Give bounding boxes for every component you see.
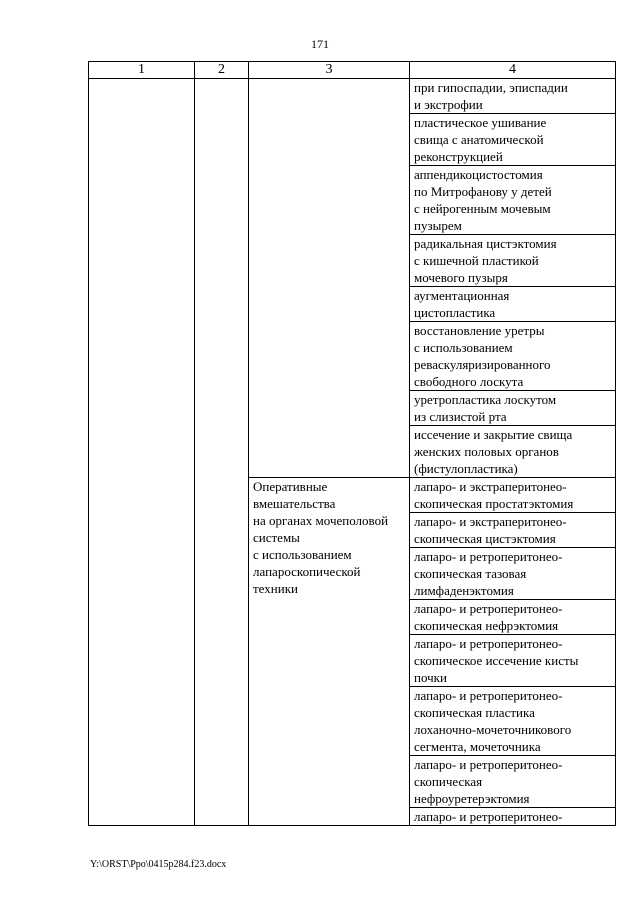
procedure-cell	[410, 322, 616, 391]
procedure-cell	[410, 287, 616, 322]
procedure-cell	[410, 808, 616, 826]
footer-file-path: Y:\ORST\Ppo\0415p284.f23.docx	[90, 859, 227, 870]
procedure-cell	[410, 166, 616, 235]
table-body	[89, 79, 616, 826]
header-row	[89, 62, 616, 79]
procedure-text: лапаро- и ретроперитонео- скопическая нефрэктомия	[414, 601, 563, 633]
header-col-2: 2	[195, 62, 249, 79]
procedure-text: пластическое ушивание свища с анатомической реконструкцией	[414, 115, 547, 164]
section-title-cell	[249, 478, 410, 826]
procedure-cell	[410, 548, 616, 600]
procedure-cell	[410, 114, 616, 166]
procedure-text: радикальная цистэктомия с кишечной пластикой мочевого пузыря	[414, 236, 557, 285]
header-col-4: 4	[410, 62, 616, 79]
col-1-cell	[89, 79, 195, 826]
procedure-text: при гипоспадии, эписпадии и экстрофии	[414, 80, 568, 112]
procedure-cell	[410, 687, 616, 756]
procedure-text: лапаро- и ретроперитонео- скопическая нефроуретерэктомия	[414, 757, 563, 806]
procedure-text: лапаро- и ретроперитонео- скопическое иссечение кисты почки	[414, 636, 579, 685]
procedure-cell	[410, 600, 616, 635]
section-title: Оперативные вмешательства на органах мочеполовой системы с использованием лапароскопической техники	[253, 479, 389, 596]
procedures-table	[88, 61, 616, 826]
procedure-text: аппендикоцистостомия по Митрофанову у детей с нейрогенным мочевым пузырем	[414, 167, 552, 233]
procedure-text: восстановление уретры с использованием реваскуляризированного свободного лоскута	[414, 323, 551, 389]
table-row	[89, 79, 616, 114]
procedure-cell	[410, 756, 616, 808]
procedure-text: уретропластика лоскутом из слизистой рта	[414, 392, 557, 424]
procedure-cell	[410, 426, 616, 478]
procedure-text: аугментационная цистопластика	[414, 288, 510, 320]
procedure-text: лапаро- и ретроперитонео-	[414, 809, 563, 824]
col-2-cell	[195, 79, 249, 826]
procedure-text: лапаро- и ретроперитонео- скопическая тазовая лимфаденэктомия	[414, 549, 563, 598]
procedure-text: лапаро- и экстраперитонео- скопическая цистэктомия	[414, 514, 567, 546]
procedure-text: лапаро- и экстраперитонео- скопическая простатэктомия	[414, 479, 574, 511]
section-title-cell	[249, 79, 410, 478]
procedure-text: лапаро- и ретроперитонео- скопическая пластика лоханочно-мочеточникового сегмента, мочеточника	[414, 688, 572, 754]
procedure-cell	[410, 478, 616, 513]
procedure-cell	[410, 79, 616, 114]
procedure-cell	[410, 635, 616, 687]
procedure-cell	[410, 391, 616, 426]
procedure-text: иссечение и закрытие свища женских половых органов (фистулопластика)	[414, 427, 573, 476]
header-col-3: 3	[249, 62, 410, 79]
procedure-cell	[410, 235, 616, 287]
header-col-1: 1	[89, 62, 195, 79]
page-number: 171	[311, 37, 329, 51]
procedure-cell	[410, 513, 616, 548]
